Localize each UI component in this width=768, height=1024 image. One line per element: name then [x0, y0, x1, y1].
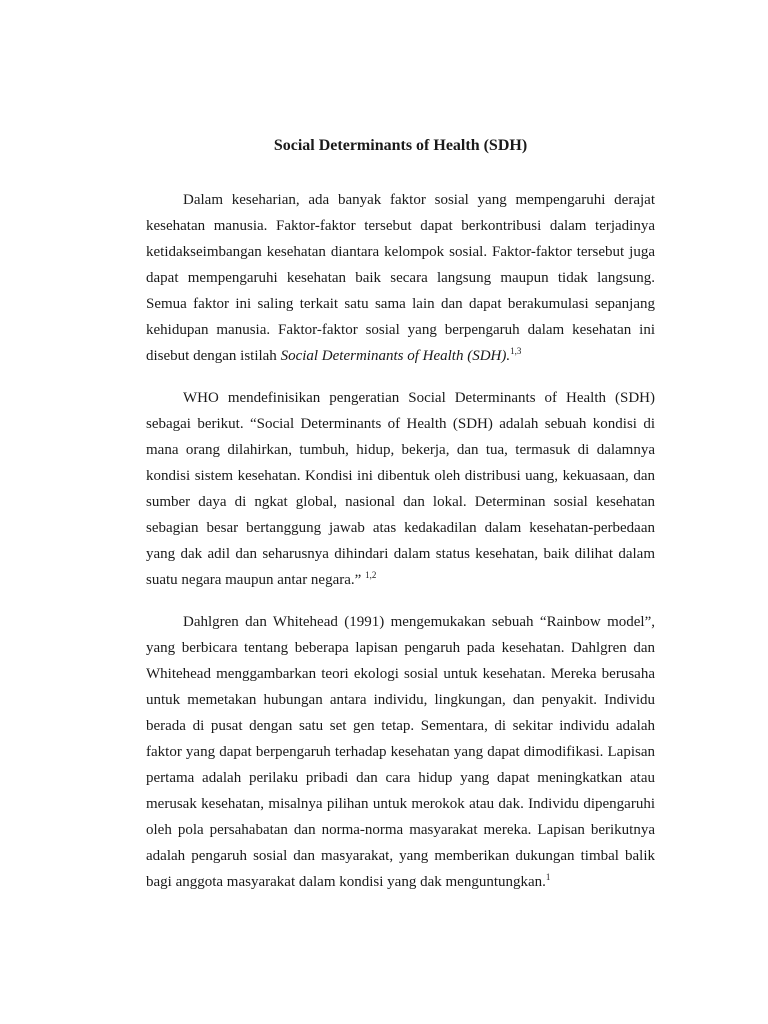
paragraph-text: Dalam keseharian, ada banyak faktor sosial yang mempengaruhi derajat kesehatan manusia. Faktor-faktor tersebut dapat berkontribusi dalam terjadinya ketidakseimbangan kesehatan diantara kelompok sosial. Faktor-faktor tersebut juga dapat mempengaruhi kesehatan baik secara langsung maupun tidak langsung. Semua faktor ini saling terkait satu sama lain dan dapat berakumulasi sepanjang kehidupan manusia. Faktor-faktor sosial yang berpengaruh dalam kesehatan ini disebut dengan istilah: [146, 192, 655, 364]
citation-ref: 1,3: [510, 346, 522, 356]
paragraph-sdh-intro: [146, 187, 655, 369]
paragraph-text: WHO mendefinisikan pengeratian Social Determinants of Health (SDH) sebagai berikut. “Social Determinants of Health (SDH) adalah sebuah kondisi di mana orang dilahirkan, tumbuh, hidup, bekerja, dan tua, termasuk di dalamnya kondisi sistem kesehatan. Kondisi ini dibentuk oleh distribusi uang, kekuasaan, dan sumber daya di ngkat global, nasional dan lokal. Determinan sosial kesehatan sebagian besar bertanggung jawab atas kedakadilan dalam kesehatan-perbedaan yang dak adil dan seharusnya dihindari dalam status kesehatan, baik dilihat dalam suatu negara maupun antar negara.”: [146, 390, 655, 588]
paragraph-text: Dahlgren dan Whitehead (1991) mengemukakan sebuah “Rainbow model”, yang berbicara tentang beberapa lapisan pengaruh pada kesehatan. Dahlgren dan Whitehead menggambarkan teori ekologi sosial untuk kesehatan. Mereka berusaha untuk memetakan hubungan antara individu, lingkungan, dan penyakit. Individu berada di pusat dengan satu set gen tetap. Sementara, di sekitar individu adalah faktor yang dapat berpengaruh terhadap kesehatan yang dapat dimodifikasi. Lapisan pertama adalah perilaku pribadi dan cara hidup yang dapat meningkatkan atau merusak kesehatan, misalnya pilihan untuk merokok atau dak. Individu dipengaruhi oleh pola persahabatan dan norma-norma masyarakat mereka. Lapisan berikutnya adalah pengaruh sosial dan masyarakat, yang memberikan dukungan timbal balik bagi anggota masyarakat dalam kondisi yang dak menguntungkan.: [146, 614, 655, 890]
paragraph-who-definition: [146, 385, 655, 593]
paragraph-rainbow-model: [146, 609, 655, 895]
citation-ref: 1: [545, 872, 551, 882]
citation-ref: 1,2: [365, 570, 377, 580]
italic-term: Social Determinants of Health (SDH).: [280, 348, 511, 364]
document-title: Social Determinants of Health (SDH): [273, 137, 528, 154]
